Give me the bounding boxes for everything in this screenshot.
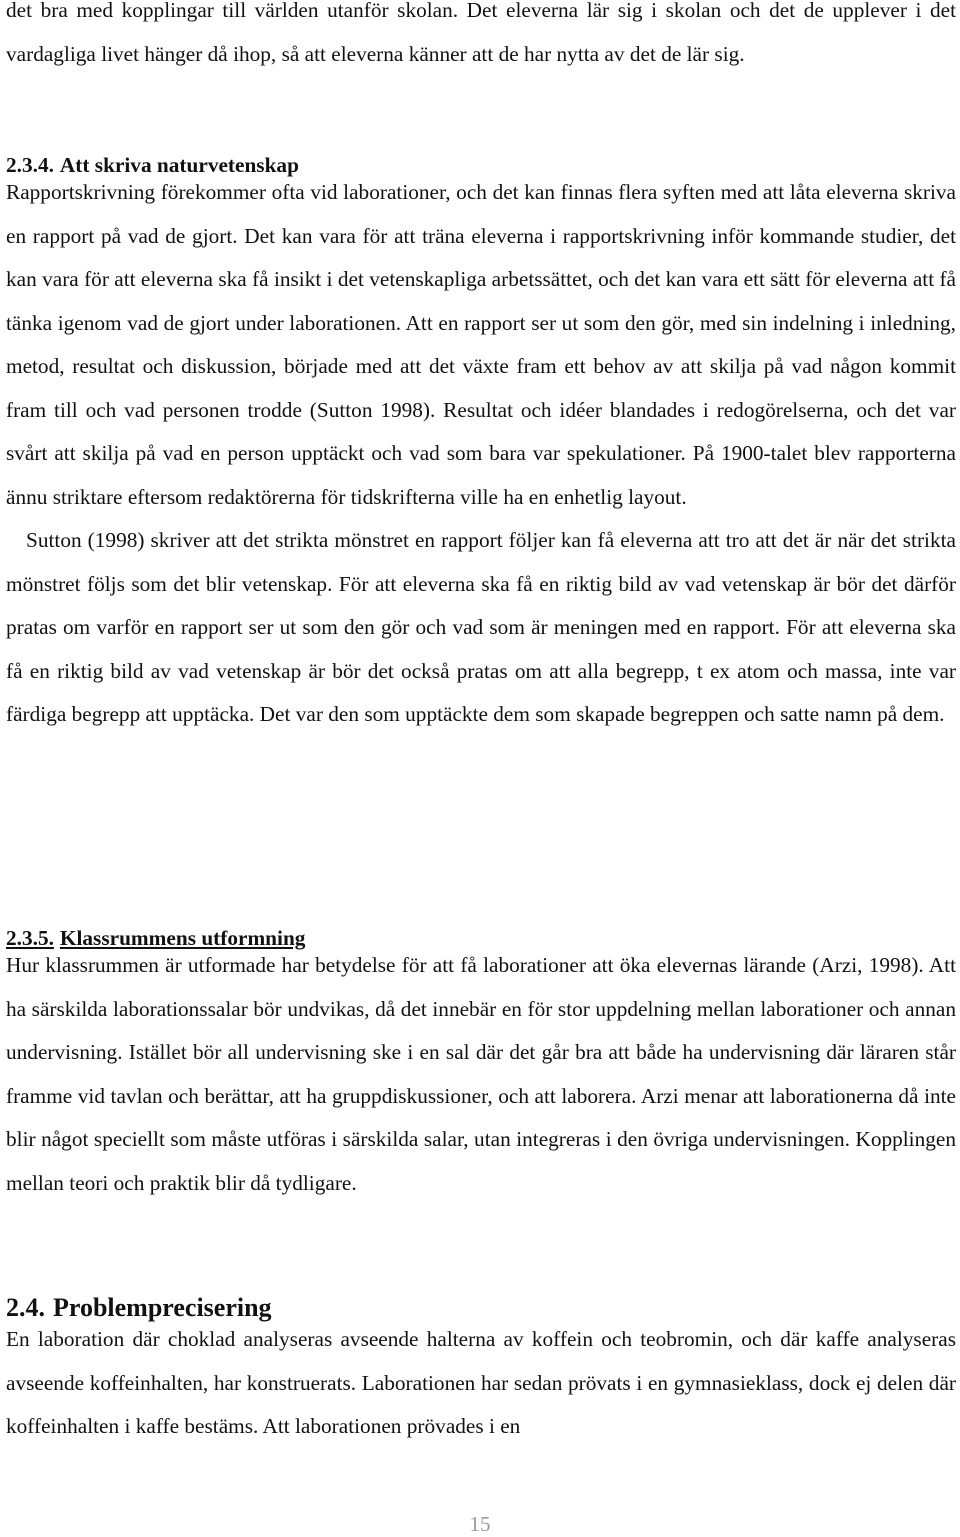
section-title: Problemprecisering	[53, 1293, 272, 1322]
section-2-4	[6, 1293, 956, 1449]
section-2-3-5	[6, 926, 956, 1205]
intro-paragraph-tail: det bra med kopplingar till världen utanför skolan. Det eleverna lär sig i skolan och det de upplever i det vardagliga livet hänger då ihop, så att eleverna känner att de har nytta av det de lär sig.	[6, 0, 956, 66]
section-title: Klassrummens utformning	[59, 926, 306, 950]
section-number: 2.3.4.	[6, 153, 54, 177]
section-title: Att skriva naturvetenskap	[59, 153, 299, 177]
body-paragraph: Hur klassrummen är utformade har betydelse för att få laborationer att öka elevernas lärande (Arzi, 1998). Att ha särskilda laborationssalar bör undvikas, då det innebär en för stor uppdelning mellan laborationer och annan undervisning. Istället bör all undervisning ske i en sal där det går bra att både ha undervisning där läraren står framme vid tavlan och berättar, att ha gruppdiskussioner, och att laborera. Arzi menar att laborationerna då inte blir något speciellt som måste utföras i särskilda salar, utan integreras i den övriga undervisningen. Kopplingen mellan teori och praktik blir då tydligare.	[6, 953, 956, 1195]
section-number: 2.3.5.	[6, 926, 54, 950]
section-number: 2.4.	[6, 1293, 45, 1322]
body-paragraph: En laboration där choklad analyseras avseende halterna av koffein och teobromin, och där kaffe analyseras avseende koffeinhalten, har konstruerats. Laborationen har sedan prövats i en gymnasieklass, dock ej delen där koffeinhalten i kaffe bestäms. Att laborationen prövades i en	[6, 1327, 956, 1438]
section-2-3-4	[6, 153, 956, 737]
page-number: 15	[469, 1512, 491, 1536]
body-paragraph: Rapportskrivning förekommer ofta vid laborationer, och det kan finnas flera syften med att låta eleverna skriva en rapport på vad de gjort. Det kan vara för att träna eleverna i rapportskrivning inför kommande studier, det kan vara för att eleverna ska få insikt i det vetenskapliga arbetssättet, och det kan vara ett sätt för eleverna att få tänka igenom vad de gjort under laborationen. Att en rapport ser ut som den gör, med sin indelning i inledning, metod, resultat och diskussion, började med att det växte fram ett behov av att skilja på vad någon kommit fram till och vad personen trodde (Sutton 1998). Resultat och idéer blandades i redogörelserna, och det var svårt att skilja på vad en person upptäckt och vad som bara var spekulationer. På 1900-talet blev rapporterna ännu striktare eftersom redaktörerna för tidskrifterna ville ha en enhetlig layout.	[6, 180, 956, 509]
body-paragraph: Sutton (1998) skriver att det strikta mönstret en rapport följer kan få eleverna att tro att det är när det strikta mönstret följs som det blir vetenskap. För att eleverna ska få en riktig bild av vad vetenskap är bör det därför pratas om varför en rapport ser ut som den gör och vad som är meningen med en rapport. För att eleverna ska få en riktig bild av vad vetenskap är bör det också pratas om att alla begrepp, t ex atom och massa, inte var färdiga begrepp att upptäcka. Det var den som upptäckte dem som skapade begreppen och satte namn på dem.	[6, 528, 956, 726]
